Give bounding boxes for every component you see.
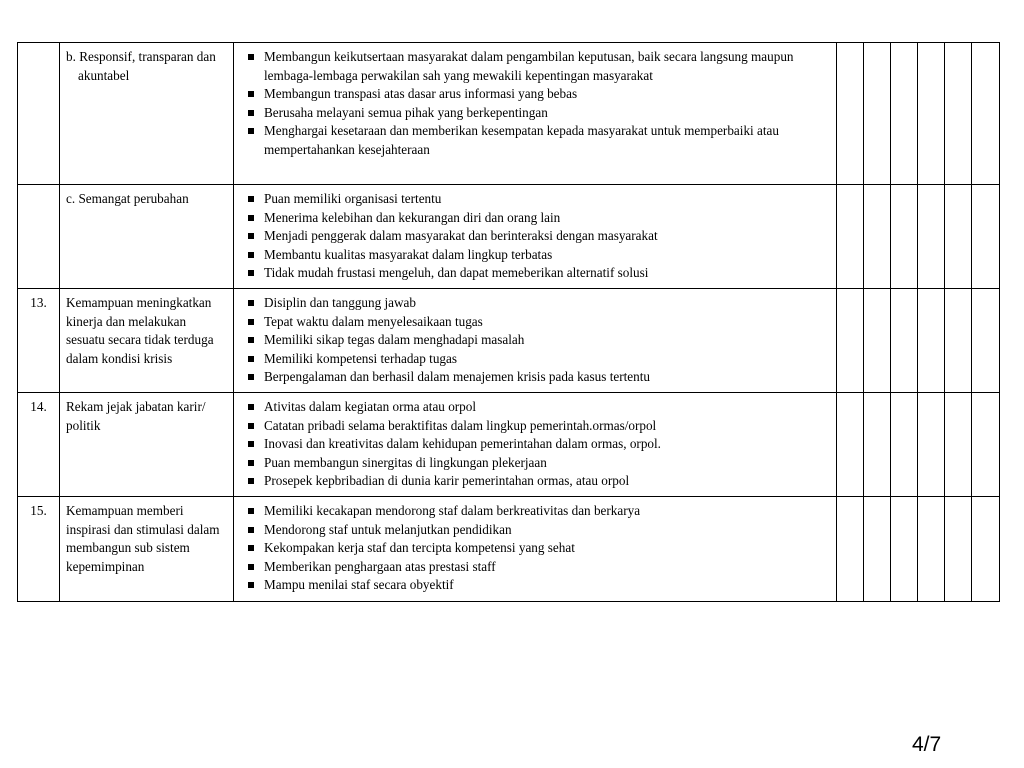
- indicator-cell: [234, 289, 837, 393]
- score-cell[interactable]: [972, 497, 1000, 602]
- list-item: [240, 209, 830, 228]
- indicator-list: [240, 190, 830, 283]
- indicator-cell: [234, 185, 837, 289]
- score-cell[interactable]: [864, 43, 891, 185]
- indicator-cell: [234, 393, 837, 497]
- indicator-list: [240, 48, 830, 160]
- indicator-text: Memberikan penghargaan atas prestasi staff: [264, 558, 496, 574]
- indicator-text: Prosepek kepbribadian di dunia karir pemerintahan ormas, atau orpol: [264, 473, 630, 489]
- indicator-text: Kekompakan kerja staf dan tercipta kompetensi yang sehat: [264, 540, 575, 556]
- indicator-text: Berusaha melayani semua pihak yang berkepentingan: [264, 104, 548, 120]
- indicator-text: Tepat waktu dalam menyelesaikaan tugas: [264, 313, 483, 329]
- indicator-text: Catatan pribadi selama beraktifitas dalam lingkup pemerintah.ormas/orpol: [264, 417, 657, 433]
- indicator-text: Disiplin dan tanggung jawab: [264, 295, 416, 310]
- list-item: [240, 350, 830, 369]
- list-item: [240, 246, 830, 265]
- square-bullet-icon: [248, 508, 254, 514]
- score-cell[interactable]: [945, 497, 972, 602]
- indicator-text: Menghargai kesetaraan dan memberikan kesempatan kepada masyarakat untuk memperbaiki atau mempertahankan kesejahteraan: [264, 123, 779, 157]
- indicator-cell: [234, 43, 837, 185]
- score-cell[interactable]: [864, 497, 891, 602]
- score-cell[interactable]: [918, 393, 945, 497]
- indicator-text: Menerima kelebihan dan kekurangan diri dan orang lain: [264, 209, 561, 225]
- score-cell[interactable]: [918, 497, 945, 602]
- square-bullet-icon: [248, 527, 254, 533]
- indicator-text: Mendorong staf untuk melanjutkan pendidikan: [264, 521, 512, 537]
- indicator-text: Puan membangun sinergitas di lingkungan plekerjaan: [264, 454, 547, 470]
- aspect-label: b. Responsif, transparan dan akuntabel: [66, 49, 216, 83]
- indicator-text: Puan memiliki organisasi tertentu: [264, 191, 442, 206]
- list-item: [240, 521, 830, 540]
- square-bullet-icon: [248, 215, 254, 221]
- indicator-list: [240, 502, 830, 595]
- score-cell[interactable]: [972, 393, 1000, 497]
- score-cell[interactable]: [837, 43, 864, 185]
- score-cell[interactable]: [972, 185, 1000, 289]
- indicator-text: Membangun transpasi atas dasar arus informasi yang bebas: [264, 86, 578, 102]
- score-cell[interactable]: [945, 185, 972, 289]
- square-bullet-icon: [248, 252, 254, 258]
- square-bullet-icon: [248, 54, 254, 60]
- aspect-label: Kemampuan memberi inspirasi dan stimulasi dalam membangun sub sistem kepemimpinan: [66, 503, 220, 574]
- list-item: [240, 502, 830, 521]
- list-item: [240, 558, 830, 577]
- indicator-text: Memiliki kecakapan mendorong staf dalam berkreativitas dan berkarya: [264, 503, 641, 518]
- square-bullet-icon: [248, 404, 254, 410]
- score-cell[interactable]: [891, 289, 918, 393]
- table-row: [18, 497, 1000, 602]
- row-number: 13.: [18, 289, 60, 393]
- square-bullet-icon: [248, 300, 254, 306]
- list-item: [240, 331, 830, 350]
- square-bullet-icon: [248, 374, 254, 380]
- score-cell[interactable]: [945, 393, 972, 497]
- indicator-text: Ativitas dalam kegiatan orma atau orpol: [264, 399, 477, 414]
- square-bullet-icon: [248, 460, 254, 466]
- row-number: 15.: [18, 497, 60, 602]
- score-cell[interactable]: [972, 43, 1000, 185]
- aspect-cell: [60, 497, 234, 602]
- score-cell[interactable]: [837, 393, 864, 497]
- indicator-text: Inovasi dan kreativitas dalam kehidupan pemerintahan dalam ormas, orpol.: [264, 436, 661, 452]
- score-cell[interactable]: [945, 289, 972, 393]
- list-item: [240, 313, 830, 332]
- score-cell[interactable]: [972, 289, 1000, 393]
- score-cell[interactable]: [837, 185, 864, 289]
- list-item: [240, 368, 830, 387]
- table-row: [18, 185, 1000, 289]
- score-cell[interactable]: [891, 185, 918, 289]
- list-item: [240, 454, 830, 473]
- score-cell[interactable]: [864, 393, 891, 497]
- indicator-text: Membantu kualitas masyarakat dalam lingkup terbatas: [264, 246, 553, 262]
- list-item: [240, 190, 830, 209]
- aspect-cell: [60, 185, 234, 289]
- list-item: [240, 576, 830, 595]
- square-bullet-icon: [248, 270, 254, 276]
- aspect-cell: [60, 43, 234, 185]
- score-cell[interactable]: [891, 43, 918, 185]
- score-cell[interactable]: [864, 289, 891, 393]
- score-cell[interactable]: [918, 289, 945, 393]
- indicator-list: [240, 294, 830, 387]
- table-row: [18, 393, 1000, 497]
- list-item: [240, 398, 830, 417]
- assessment-table: [17, 42, 1000, 602]
- list-item: [240, 435, 830, 454]
- square-bullet-icon: [248, 545, 254, 551]
- indicator-text: Mampu menilai staf secara obyektif: [264, 577, 454, 593]
- square-bullet-icon: [248, 564, 254, 570]
- square-bullet-icon: [248, 423, 254, 429]
- indicator-text: Tidak mudah frustasi mengeluh, dan dapat memeberikan alternatif solusi: [264, 265, 649, 281]
- list-item: [240, 227, 830, 246]
- square-bullet-icon: [248, 196, 254, 202]
- indicator-text: Memiliki sikap tegas dalam menghadapi masalah: [264, 332, 525, 348]
- row-number: [18, 43, 60, 185]
- score-cell[interactable]: [891, 497, 918, 602]
- list-item: [240, 104, 830, 123]
- indicator-text: Memiliki kompetensi terhadap tugas: [264, 350, 458, 366]
- score-cell[interactable]: [891, 393, 918, 497]
- page-number: 4/7: [912, 733, 942, 756]
- aspect-cell: [60, 289, 234, 393]
- square-bullet-icon: [248, 441, 254, 447]
- list-item: [240, 294, 830, 313]
- square-bullet-icon: [248, 128, 254, 134]
- row-number: 14.: [18, 393, 60, 497]
- square-bullet-icon: [248, 319, 254, 325]
- list-item: [240, 85, 830, 104]
- aspect-label: Kemampuan meningkatkan kinerja dan melakukan sesuatu secara tidak terduga dalam kondisi krisis: [66, 295, 214, 366]
- list-item: [240, 417, 830, 436]
- table-row: [18, 43, 1000, 185]
- score-cell[interactable]: [837, 289, 864, 393]
- list-item: [240, 472, 830, 491]
- square-bullet-icon: [248, 233, 254, 239]
- indicator-text: Berpengalaman dan berhasil dalam menajemen krisis pada kasus tertentu: [264, 369, 650, 385]
- square-bullet-icon: [248, 91, 254, 97]
- table-row: [18, 289, 1000, 393]
- aspect-cell: [60, 393, 234, 497]
- square-bullet-icon: [248, 478, 254, 484]
- row-number: [18, 185, 60, 289]
- indicator-cell: [234, 497, 837, 602]
- aspect-label: c. Semangat perubahan: [66, 191, 189, 206]
- indicator-list: [240, 398, 830, 491]
- score-cell[interactable]: [864, 185, 891, 289]
- square-bullet-icon: [248, 110, 254, 116]
- square-bullet-icon: [248, 582, 254, 588]
- score-cell[interactable]: [945, 43, 972, 185]
- list-item: [240, 539, 830, 558]
- indicator-text: Menjadi penggerak dalam masyarakat dan berinteraksi dengan masyarakat: [264, 228, 658, 244]
- square-bullet-icon: [248, 337, 254, 343]
- indicator-text: Membangun keikutsertaan masyarakat dalam pengambilan keputusan, baik secara langsung maupun lembaga-lembaga perwakilan sah yang mewakili kepentingan masyarakat: [264, 49, 794, 83]
- square-bullet-icon: [248, 356, 254, 362]
- list-item: [240, 48, 830, 85]
- aspect-label: Rekam jejak jabatan karir/ politik: [66, 399, 206, 433]
- list-item: [240, 122, 830, 159]
- table-body: [18, 43, 1000, 602]
- score-cell[interactable]: [837, 497, 864, 602]
- list-item: [240, 264, 830, 283]
- score-cell[interactable]: [918, 43, 945, 185]
- score-cell[interactable]: [918, 185, 945, 289]
